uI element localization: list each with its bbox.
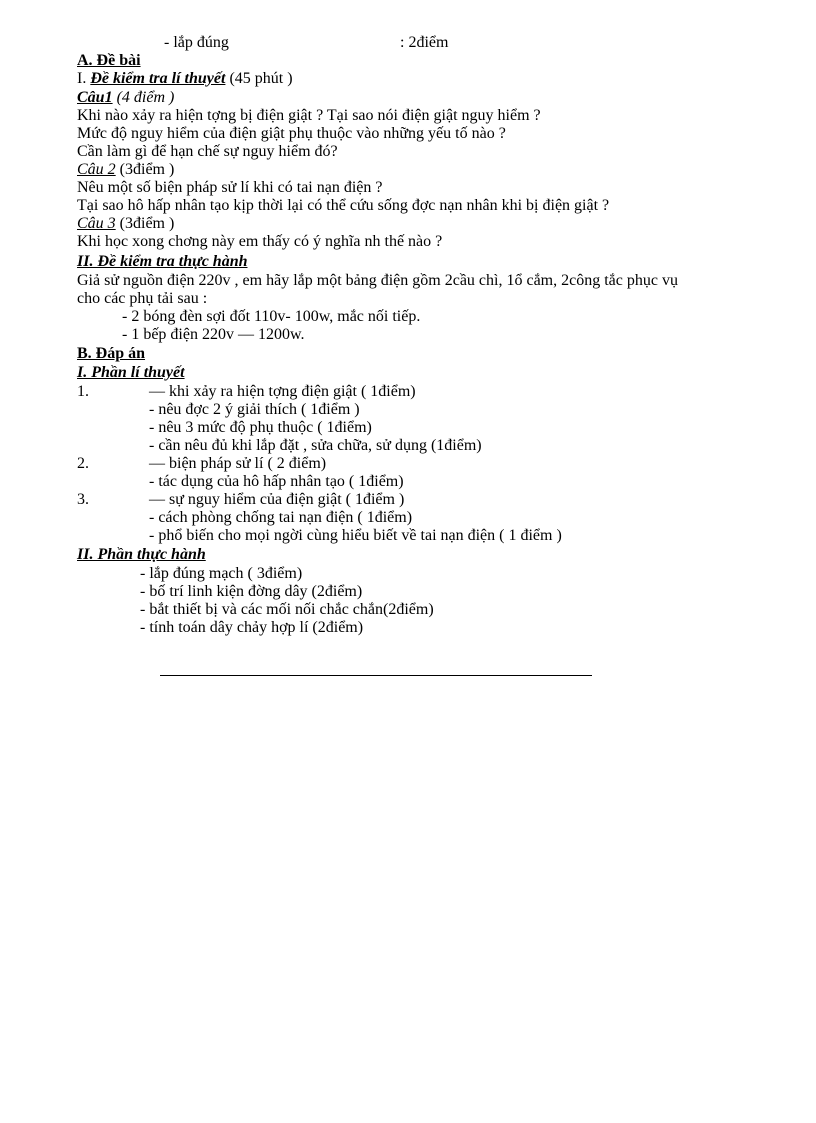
answer-2-number: 2. xyxy=(77,455,89,472)
q2-label: Câu 2 xyxy=(77,161,116,178)
theory-heading-prefix: I. xyxy=(77,70,87,87)
q1-label: Câu1 xyxy=(77,89,113,106)
section-a-heading: A. Đề bài xyxy=(77,52,141,69)
answer-line: - nêu đợc 2 ý giải thích ( 1điểm ) xyxy=(149,401,360,418)
top-line xyxy=(164,34,449,52)
q2-line: Nêu một số biện pháp sử lí khi có tai nạn điện ? xyxy=(77,179,383,196)
q2-heading xyxy=(77,161,174,179)
q2-line: Tại sao hô hấp nhân tạo kịp thời lại có thể cứu sống đợc nạn nhân khi bị điện giật ? xyxy=(77,197,610,214)
answer-3-row xyxy=(77,491,404,509)
practice-line: cho các phụ tải sau : xyxy=(77,290,208,307)
section-b-heading: B. Đáp án xyxy=(77,345,146,362)
answer-practice-item: - lắp đúng mạch ( 3điểm) xyxy=(140,565,303,582)
answer-line: — khi xảy ra hiện tợng điện giật ( 1điểm) xyxy=(149,383,416,400)
answer-theory-heading: I. Phần lí thuyết xyxy=(77,364,185,381)
answer-line: - tác dụng của hô hấp nhân tạo ( 1điểm) xyxy=(149,473,404,490)
answer-1-row xyxy=(77,383,416,401)
q3-points: (3điểm ) xyxy=(119,215,175,232)
q1-line: Mức độ nguy hiểm của điện giật phụ thuộc vào những yếu tố nào ? xyxy=(77,125,506,142)
practice-line: Giả sử nguồn điện 220v , em hãy lắp một bảng điện gồm 2cầu chì, 1ổ cắm, 2công tắc phục vụ xyxy=(77,272,678,289)
answer-line: - cách phòng chống tai nạn điện ( 1điểm) xyxy=(149,509,413,526)
q1-line: Khi nào xảy ra hiện tợng bị điện giật ? Tại sao nói điện giật nguy hiểm ? xyxy=(77,107,541,124)
theory-heading-time: (45 phút ) xyxy=(229,70,293,87)
practice-item: - 1 bếp điện 220v — 1200w. xyxy=(122,326,305,343)
closing-rule xyxy=(160,675,592,676)
q3-label: Câu 3 xyxy=(77,215,116,232)
answer-practice-heading: II. Phần thực hành xyxy=(77,546,206,563)
answer-1-number: 1. xyxy=(77,383,89,400)
answer-line: — biện pháp sử lí ( 2 điểm) xyxy=(149,455,327,472)
answer-line: — sự nguy hiểm của điện giật ( 1điểm ) xyxy=(149,491,405,508)
answer-practice-item: - bố trí linh kiện đờng dây (2điểm) xyxy=(140,583,363,600)
answer-line: - phổ biến cho mọi ngời cùng hiểu biết về tai nạn điện ( 1 điểm ) xyxy=(149,527,562,544)
q3-heading xyxy=(77,215,174,233)
q2-points: (3điểm ) xyxy=(119,161,175,178)
answer-line: - nêu 3 mức độ phụ thuộc ( 1điểm) xyxy=(149,419,372,436)
answer-line: - cần nêu đủ khi lắp đặt , sửa chữa, sử dụng (1điểm) xyxy=(149,437,482,454)
answer-practice-item: - bắt thiết bị và các mối nối chắc chắn(2điểm) xyxy=(140,601,434,618)
q1-line: Cần làm gì để hạn chế sự nguy hiểm đó? xyxy=(77,143,338,160)
theory-heading xyxy=(77,70,293,88)
top-line-score: : 2điểm xyxy=(400,34,449,51)
practice-item: - 2 bóng đèn sợi đốt 110v- 100w, mắc nối tiếp. xyxy=(122,308,421,325)
q1-heading xyxy=(77,89,174,107)
theory-heading-title: Đề kiểm tra lí thuyết xyxy=(90,70,226,87)
answer-practice-item: - tính toán dây chảy hợp lí (2điểm) xyxy=(140,619,364,636)
answer-3-number: 3. xyxy=(77,491,89,508)
q3-line: Khi học xong chơng này em thấy có ý nghĩa nh thế nào ? xyxy=(77,233,443,250)
practice-heading: II. Đề kiểm tra thực hành xyxy=(77,253,248,270)
top-line-item: - lắp đúng xyxy=(164,34,229,51)
answer-2-row xyxy=(77,455,326,473)
q1-points: (4 điểm ) xyxy=(116,89,175,106)
